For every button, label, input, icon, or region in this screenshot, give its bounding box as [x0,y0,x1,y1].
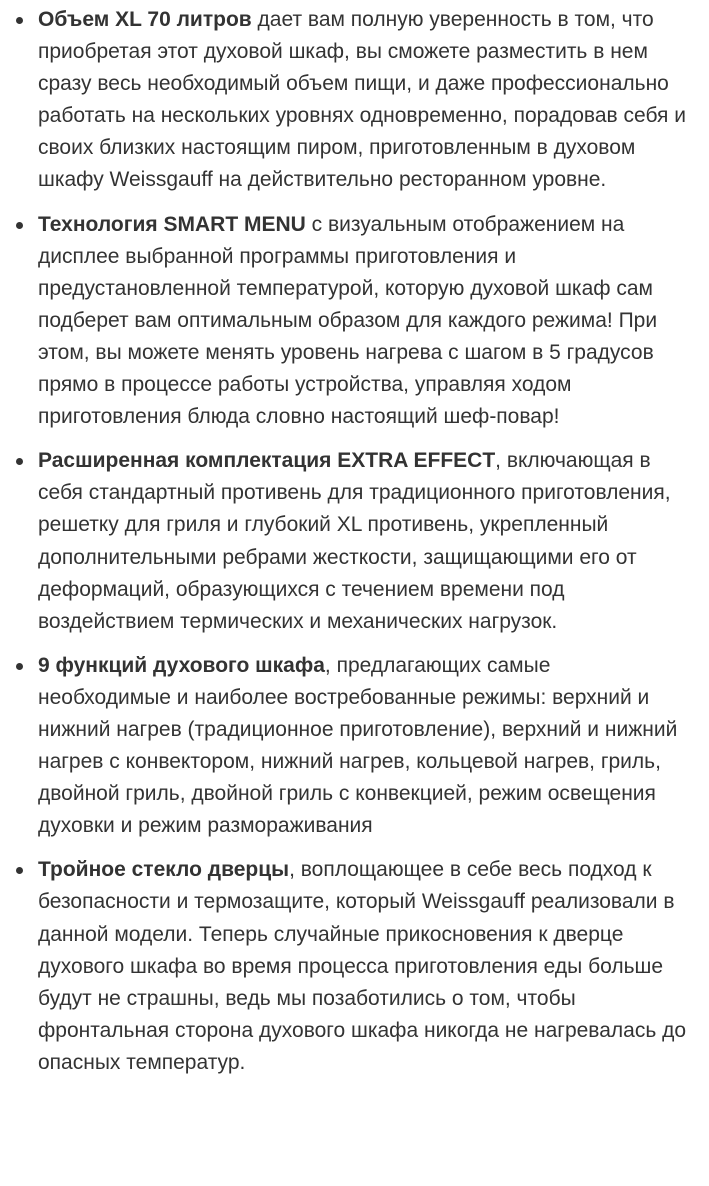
list-item [0,650,709,843]
feature-title: Расширенная комплектация EXTRA EFFECT [38,449,496,473]
list-item [0,854,709,1079]
bullet-icon [16,17,23,24]
bullet-icon [16,663,23,670]
list-item [0,4,709,197]
feature-text: с визуальным отображением на дисплее выбранной программы приготовления и предустановленной температурой, которую духовой шкаф сам подберет вам оптимальным образом для каждого режима! При этом, вы можете менять уровень нагрева с шагом в 5 градусов прямо в процессе работы устройства, управляя ходом приготовления блюда словно настоящий шеф-повар! [38,212,658,429]
feature-title: 9 функций духового шкафа [38,653,325,677]
bullet-icon [16,458,23,465]
feature-text: дает вам полную уверенность в том, что приобретая этот духовой шкаф, вы сможете разместить в нем сразу весь необходимый объем пищи, и даже профессионально работать на нескольких уровнях одновременно, порадовав себя и своих близких настоящим пиром, приготовленным в духовом шкафу Weissgauff на действительно ресторанном уровне. [38,8,686,192]
feature-title: Технология SMART MENU [38,212,306,236]
bullet-icon [16,867,23,874]
feature-title: Объем XL 70 литров [38,8,252,31]
feature-title: Тройное стекло дверцы [38,858,290,882]
feature-text: , воплощающее в себе весь подход к безопасности и термозащите, который Weissgauff реализовали в данной модели. Теперь случайные прикосновения к дверце духового шкафа во время процесса приготовления еды больше будут не страшны, ведь мы позаботились о том, чтобы фронтальная сторона духового шкафа никогда не нагревалась до опасных температур. [38,858,687,1074]
feature-text: , предлагающих самые необходимые и наиболее востребованные режимы: верхний и нижний нагрев (традиционное приготовление), верхний и нижний нагрев с конвектором, нижний нагрев, кольцевой нагрев, гриль, двойной гриль, двойной гриль с конвекцией, режим освещения духовки и режим размораживания [38,653,678,838]
bullet-icon [16,222,23,229]
list-item [0,209,709,434]
feature-text: , включающая в себя стандартный противень для традиционного приготовления, решетку для гриля и глубокий XL противень, укрепленный дополнительными ребрами жесткости, защищающими его от деформаций, образующихся с течением времени под воздействием термических и механических нагрузок. [38,449,671,633]
list-item [0,445,709,638]
